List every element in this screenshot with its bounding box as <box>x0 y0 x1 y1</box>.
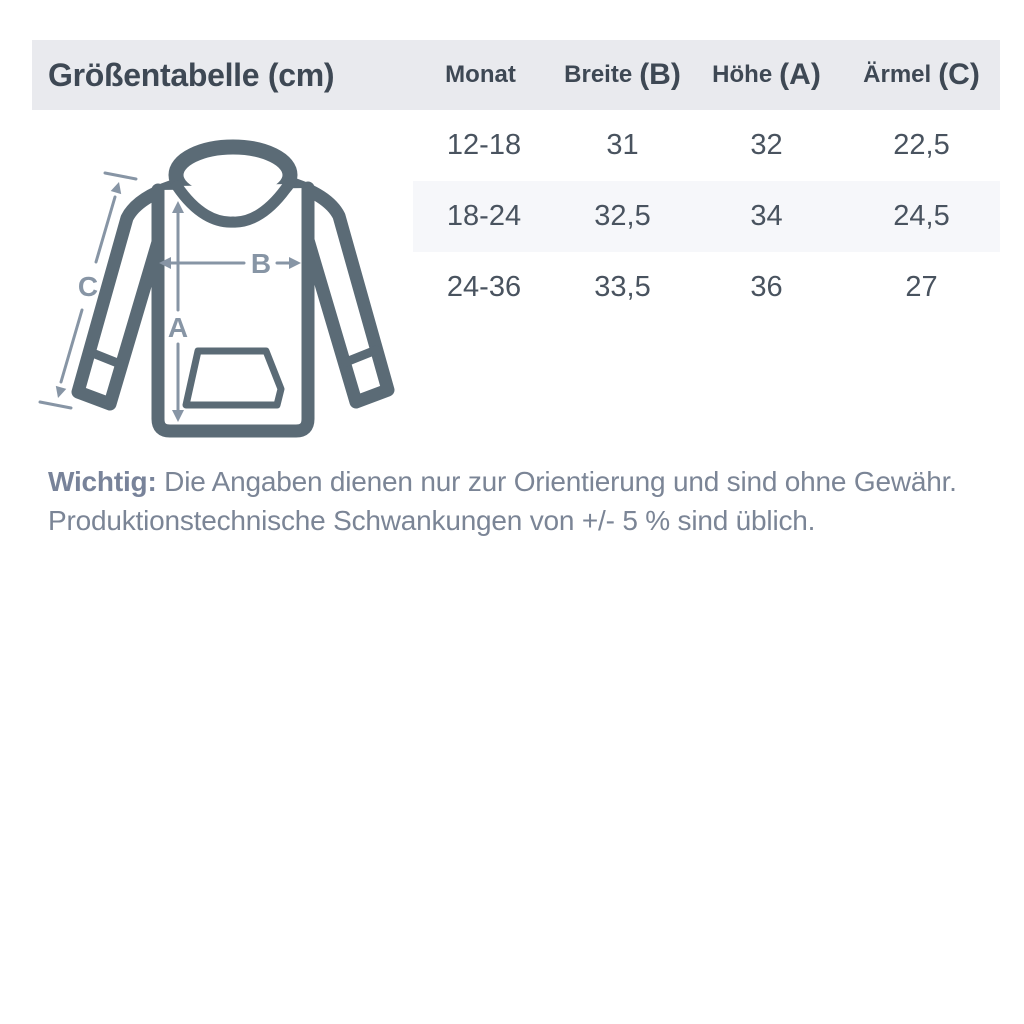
column-label: Monat <box>445 61 516 88</box>
column-dim-letter: (A) <box>779 58 821 91</box>
dimension-label-a: A <box>167 312 189 343</box>
column-header-aermel <box>843 40 1000 110</box>
note-line1: Die Angaben dienen nur zur Orientierung und sind ohne Gewähr. <box>164 466 957 497</box>
cell-hoehe: 36 <box>750 271 783 303</box>
column-header-breite <box>555 40 690 110</box>
table-row <box>413 181 1000 252</box>
column-dim-letter: (C) <box>938 58 980 91</box>
cell-monat: 12-18 <box>446 129 522 161</box>
cell-breite: 32,5 <box>594 200 651 232</box>
cell-hoehe: 32 <box>750 129 783 161</box>
hoodie-measurement-diagram <box>30 130 420 460</box>
table-row <box>413 110 1000 181</box>
cell-monat: 24-36 <box>446 271 522 303</box>
arrow-c-tick <box>40 402 71 408</box>
cell-breite: 31 <box>606 129 639 161</box>
kangaroo-pocket <box>186 351 281 405</box>
cell-aermel: 24,5 <box>893 200 950 232</box>
cell-hoehe: 34 <box>750 200 783 232</box>
cell-monat: 18-24 <box>446 200 522 232</box>
arrowhead-c-down <box>56 386 67 398</box>
column-label: Höhe <box>712 61 773 88</box>
cell-aermel: 27 <box>905 271 938 303</box>
column-header-monat <box>413 40 555 110</box>
cell-aermel: 22,5 <box>893 129 950 161</box>
arrowhead-c-up <box>111 182 122 194</box>
table-row <box>413 252 1000 323</box>
dimension-label-c: C <box>77 271 99 302</box>
note-line2: Produktionstechnische Schwankungen von +/- 5 % sind üblich. <box>48 505 816 536</box>
table-header-bar <box>32 40 1000 110</box>
cell-breite: 33,5 <box>594 271 651 303</box>
column-header-hoehe <box>690 40 843 110</box>
page-title: Größentabelle (cm) <box>48 56 335 93</box>
dimension-label-b: B <box>250 248 272 279</box>
note-prefix: Wichtig: <box>48 466 157 497</box>
column-headers <box>413 40 1000 110</box>
column-label: Breite <box>564 61 633 88</box>
disclaimer-note <box>48 462 978 540</box>
column-dim-letter: (B) <box>639 58 681 91</box>
arrow-c-tick <box>105 173 136 179</box>
column-label: Ärmel <box>863 61 932 88</box>
